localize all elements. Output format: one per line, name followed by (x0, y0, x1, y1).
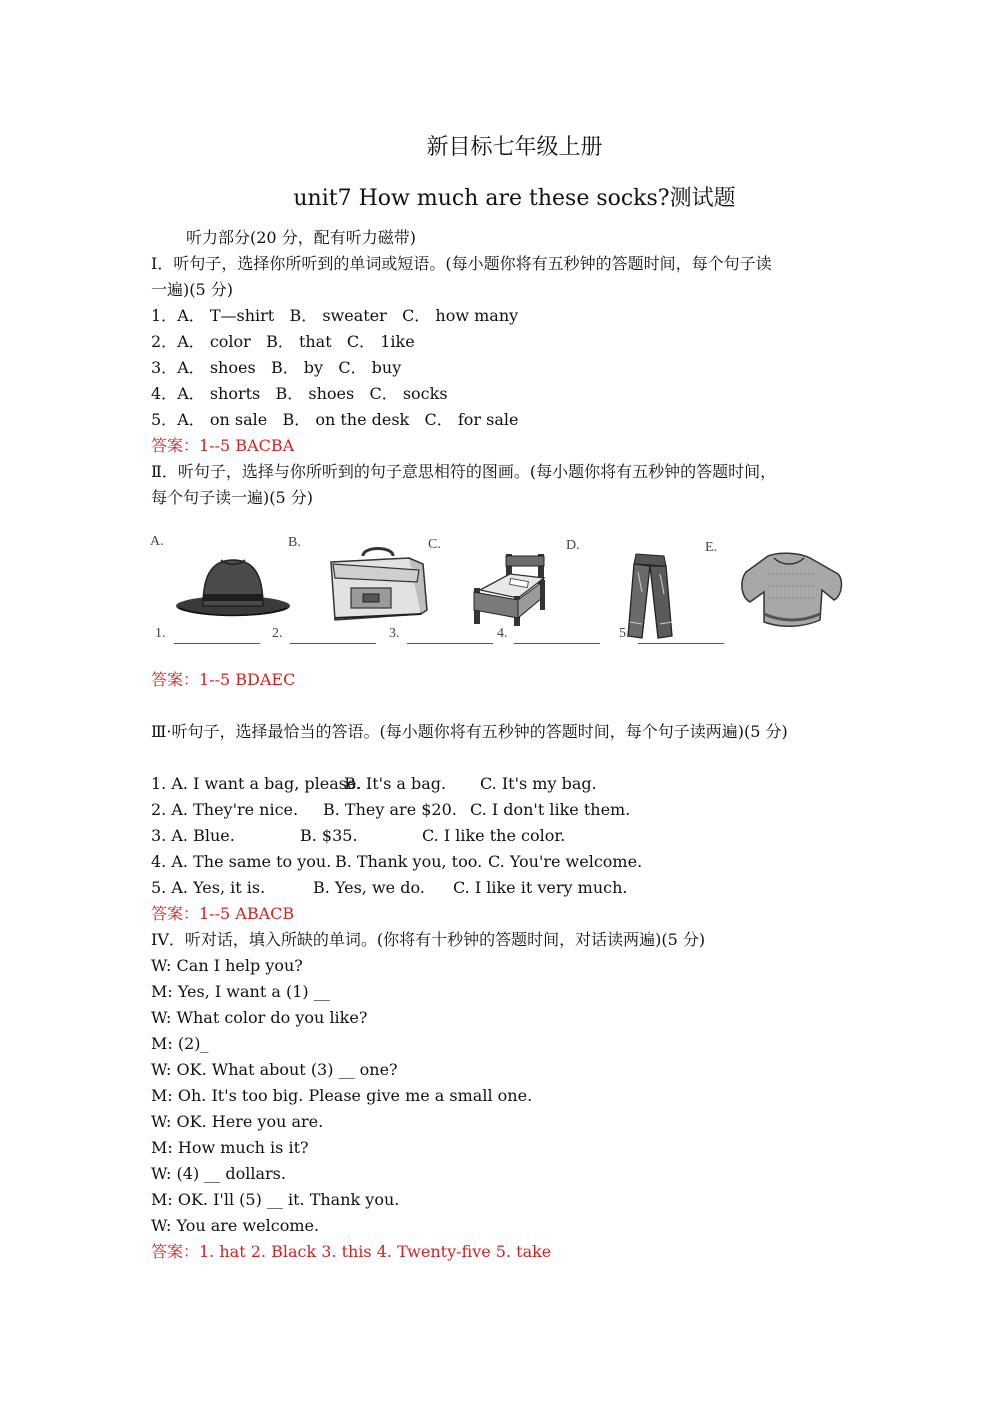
option-a: A． color (177, 332, 251, 351)
sweater-icon (738, 550, 846, 632)
part1-instruction-cont: 一遍)(5 分) (151, 280, 233, 299)
picture-letter-b: B. (288, 535, 301, 550)
dialogue-line: M: (2)_ (151, 1034, 209, 1053)
part3-item (151, 799, 631, 821)
blank-label-2: 2. (272, 626, 283, 641)
answer-blank-4[interactable] (514, 643, 600, 644)
option-c: C． for sale (424, 410, 519, 429)
blank-label-1: 1. (155, 626, 166, 641)
bed-icon (470, 552, 550, 634)
option-b: B． shoes (275, 384, 355, 403)
option-a: A. I want a bag, please. (171, 774, 362, 793)
part1-item (151, 305, 518, 327)
picture-letter-e: E. (705, 540, 718, 555)
blank-label-5: 5. (619, 626, 630, 641)
part3-answer: 答案：1--5 ABACB (151, 904, 295, 923)
part4-answer: 答案：1. hat 2. Black 3. this 4. Twenty-five 5. take (151, 1242, 552, 1261)
dialogue-line: M: Oh. It's too big. Please give me a small one. (151, 1086, 533, 1105)
part3-instruction: Ⅲ·听句子，选择最恰当的答语。(每小题你将有五秒钟的答题时间，每个句子读两遍)(5 分) (151, 722, 788, 741)
option-a: A. Blue. (171, 826, 235, 845)
option-b: B． by (270, 358, 324, 377)
bag-icon (323, 542, 433, 624)
picture-letter-c: C. (428, 537, 441, 552)
page-subtitle: unit7 How much are these socks?测试题 (293, 186, 736, 211)
answer-blank-5[interactable] (638, 643, 724, 644)
part2-answer: 答案：1--5 BDAEC (151, 670, 296, 689)
part3-item (151, 851, 643, 873)
option-b: B. It's a bag. (344, 774, 447, 793)
dialogue-line: W: Can I help you? (151, 956, 303, 975)
part1-item (151, 383, 448, 405)
option-c: C. It's my bag. (480, 774, 597, 793)
page-title: 新目标七年级上册 (426, 135, 603, 160)
item-number: 2． (151, 332, 178, 351)
item-number: 1． (151, 306, 178, 325)
blank-label-4: 4. (497, 626, 508, 641)
part1-item (151, 409, 518, 431)
dialogue-line: M: OK. I'll (5) __ it. Thank you. (151, 1190, 400, 1209)
picture-strip (148, 530, 848, 655)
dialogue-line: W: (4) __ dollars. (151, 1164, 286, 1183)
option-a: A. Yes, it is. (171, 878, 266, 897)
dialogue-line: W: OK. What about (3) __ one? (151, 1060, 398, 1079)
option-c: C． 1ike (346, 332, 415, 351)
part1-item (151, 331, 415, 353)
option-a: A． shorts (177, 384, 261, 403)
answer-blank-3[interactable] (407, 643, 493, 644)
option-c: C. You're welcome. (488, 852, 643, 871)
listening-intro: 听力部分(20 分，配有听力磁带) (186, 228, 416, 247)
option-c: C． how many (402, 306, 519, 325)
option-b: B． sweater (289, 306, 387, 325)
part1-instruction: Ⅰ．听句子，选择你所听到的单词或短语。(每小题你将有五秒钟的答题时间，每个句子读 (151, 254, 772, 273)
option-c: C. I like it very much. (453, 878, 628, 897)
option-c: C. I don't like them. (470, 800, 631, 819)
dialogue-line: M: Yes, I want a (1) __ (151, 982, 330, 1001)
dialogue-line: W: What color do you like? (151, 1008, 368, 1027)
item-number: 4． (151, 384, 178, 403)
option-a: A． shoes (177, 358, 256, 377)
part3-item (151, 773, 597, 795)
option-b: B. $35. (300, 826, 358, 845)
hat-icon (173, 550, 293, 620)
option-a: A． on sale (177, 410, 268, 429)
option-b: B． that (266, 332, 332, 351)
option-a: A. They're nice. (171, 800, 299, 819)
part2-instruction: Ⅱ．听句子，选择与你所听到的句子意思相符的图画。(每小题你将有五秒钟的答题时间， (151, 462, 777, 481)
part4-instruction: IV．听对话，填入所缺的单词。(你将有十秒钟的答题时间，对话读两遍)(5 分) (151, 930, 706, 949)
item-number: 4. (151, 852, 167, 871)
item-number: 2. (151, 800, 167, 819)
part1-item (151, 357, 401, 379)
dialogue-line: W: You are welcome. (151, 1216, 320, 1235)
picture-letter-a: A. (150, 534, 164, 549)
dialogue-line: M: How much is it? (151, 1138, 309, 1157)
part3-item (151, 877, 628, 899)
item-number: 5． (151, 410, 178, 429)
answer-blank-2[interactable] (290, 643, 376, 644)
part1-answer: 答案：1--5 BACBA (151, 436, 295, 455)
option-b: B. They are $20. (323, 800, 457, 819)
part3-item (151, 825, 566, 847)
option-b: B. Yes, we do. (313, 878, 425, 897)
blank-label-3: 3. (389, 626, 400, 641)
item-number: 3． (151, 358, 178, 377)
answer-blank-1[interactable] (174, 643, 260, 644)
dialogue-line: W: OK. Here you are. (151, 1112, 324, 1131)
item-number: 5. (151, 878, 167, 897)
item-number: 1. (151, 774, 167, 793)
option-b: B． on the desk (282, 410, 410, 429)
option-c: C． socks (369, 384, 448, 403)
part2-instruction-cont: 每个句子读一遍)(5 分) (151, 488, 313, 507)
picture-letter-d: D. (566, 538, 580, 553)
option-a: A. The same to you. (171, 852, 332, 871)
option-a: A． T—shirt (177, 306, 275, 325)
option-b: B. Thank you, too. (335, 852, 483, 871)
option-c: C． buy (338, 358, 402, 377)
item-number: 3. (151, 826, 167, 845)
option-c: C. I like the color. (422, 826, 566, 845)
